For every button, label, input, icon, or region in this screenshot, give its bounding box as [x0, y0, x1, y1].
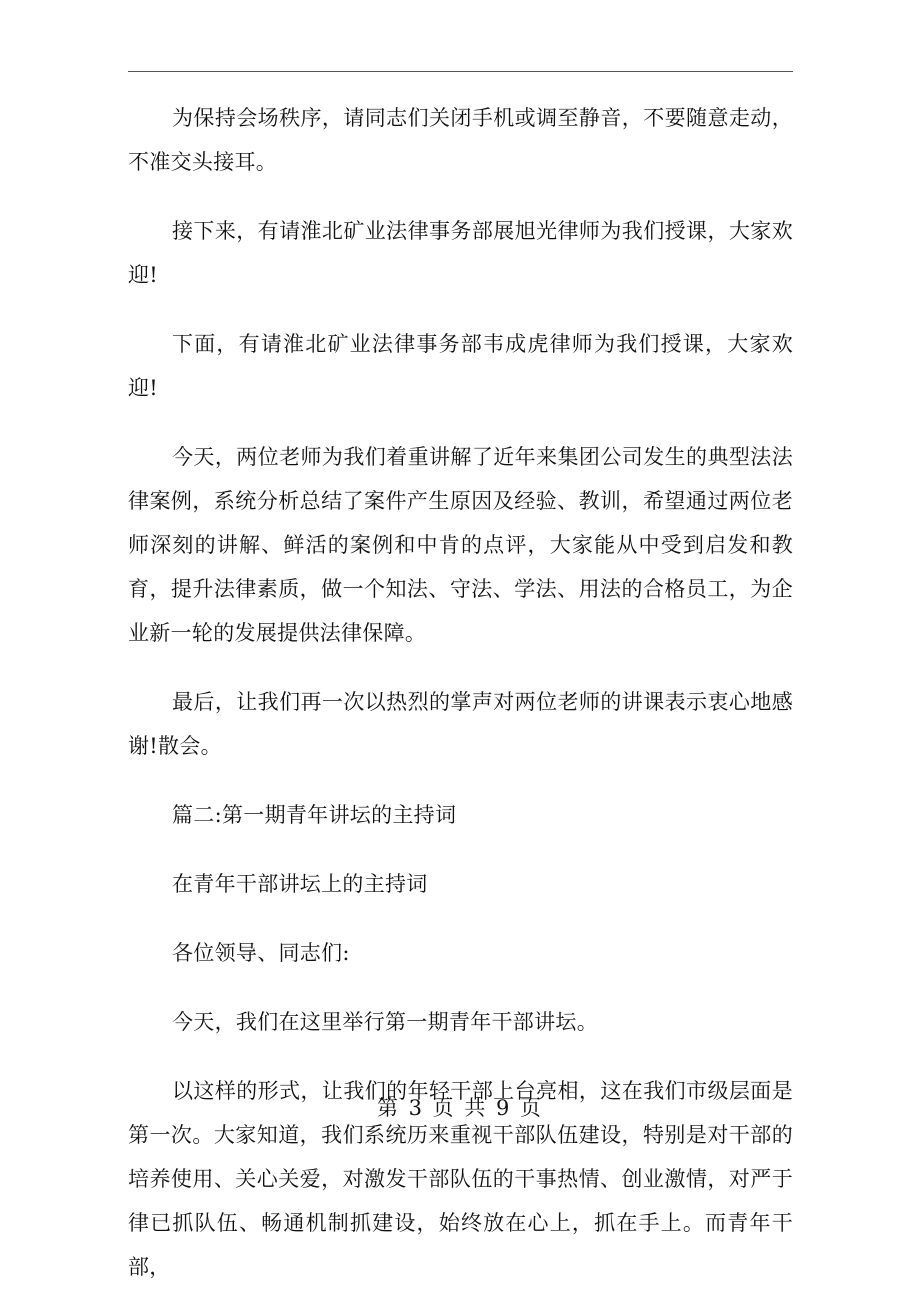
document-body — [128, 96, 793, 1314]
paragraph-2: 接下来，有请淮北矿业法律事务部展旭光律师为我们授课，大家欢迎! — [128, 219, 793, 287]
paragraph-4: 今天，两位老师为我们着重讲解了近年来集团公司发生的典型法法律案例，系统分析总结了案件产生原因及经验、教训，希望通过两位老师深刻的讲解、鲜活的案例和中肯的点评，大家能从中受到启发和教育，提升法律素质，做一个知法、守法、学法、用法的合格员工，为企业新一轮的发展提供法律保障。 — [128, 445, 793, 645]
page-number: 第 3 页 共 9 页 — [376, 1096, 544, 1120]
paragraph-9: 今天，我们在这里举行第一期青年干部讲坛。 — [172, 1010, 598, 1034]
paragraph-10: 以这样的形式，让我们的年轻干部上台亮相，这在我们市级层面是第一次。大家知道，我们系统历来重视干部队伍建设，特别是对干部的培养使用、关心关爱，对激发干部队伍的干事热情、创业激情，对严于律已抓队伍、畅通机制抓建设，始终放在心上，抓在手上。而青年干部， — [128, 1079, 793, 1279]
salutation: 各位领导、同志们: — [172, 941, 350, 965]
paragraph-3: 下面，有请淮北矿业法律事务部韦成虎律师为我们授课，大家欢迎! — [128, 332, 793, 400]
header-rule — [128, 71, 793, 72]
section-title: 篇二:第一期青年讲坛的主持词 — [172, 803, 457, 827]
speech-title: 在青年干部讲坛上的主持词 — [172, 872, 428, 896]
paragraph-1: 为保持会场秩序，请同志们关闭手机或调至静音，不要随意走动，不准交头接耳。 — [128, 106, 793, 174]
paragraph-5: 最后，让我们再一次以热烈的掌声对两位老师的讲课表示衷心地感谢!散会。 — [128, 690, 793, 758]
